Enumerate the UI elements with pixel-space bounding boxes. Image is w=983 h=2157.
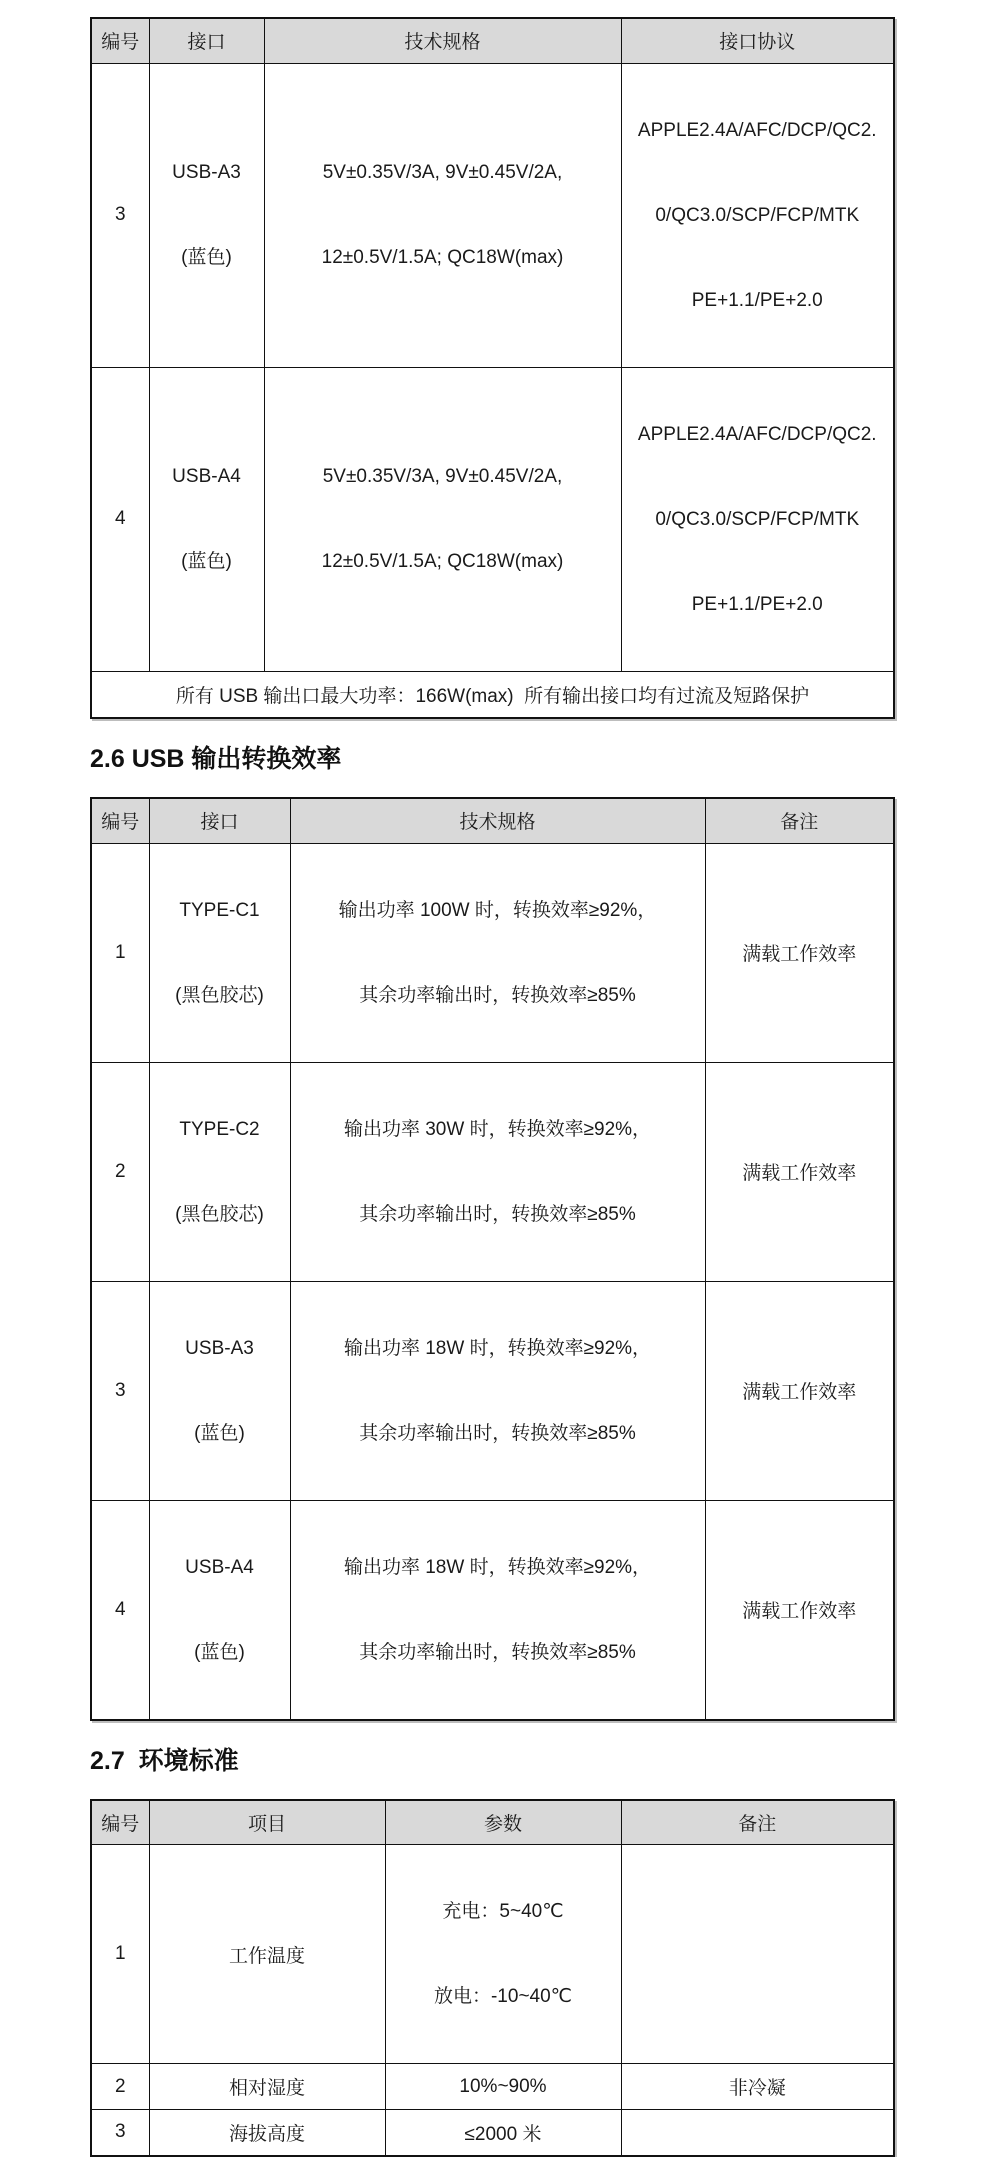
table-row [91,2110,894,2156]
usb-output-spec-table [90,17,895,719]
cell-number: 4 [91,367,149,671]
environment-table [90,1799,895,2157]
cell-spec [290,1281,705,1500]
column-header-number: 编号 [91,1800,149,1845]
column-header-port: 接口 [149,798,290,843]
cell-number: 3 [91,2110,149,2156]
text-line: 5V±0.35V/3A, 9V±0.45V/2A, [322,466,563,487]
text-line: (黑色胶芯) [175,1203,264,1225]
text-line: 输出功率 30W 时，转换效率≥92%， [343,1118,652,1140]
cell-note: 满载工作效率 [705,1281,894,1500]
cell-number: 3 [91,1281,149,1500]
text-line: 5V±0.35V/3A, 9V±0.45V/2A, [322,162,563,183]
table-row [91,63,894,367]
cell-param: ≤2000 米 [385,2110,621,2156]
text-line: PE+1.1/PE+2.0 [691,593,823,615]
table-row [91,1500,894,1720]
cell-port [149,63,264,367]
cell-note [621,1845,894,2064]
cell-note: 满载工作效率 [705,1500,894,1720]
text-line: (蓝色) [194,1422,245,1444]
cell-param: 10%~90% [385,2064,621,2110]
text-line: (黑色胶芯) [175,984,264,1006]
cell-number: 4 [91,1500,149,1720]
cell-spec [264,63,621,367]
table-header-row [91,18,894,63]
column-header-item: 项目 [149,1800,385,1845]
column-header-spec: 技术规格 [264,18,621,63]
text-line: APPLE2.4A/AFC/DCP/QC2. [637,423,877,445]
text-line: (蓝色) [181,551,232,572]
cell-port [149,1062,290,1281]
text-line: 其余功率输出时，转换效率≥85% [359,984,636,1006]
column-header-note: 备注 [621,1800,894,1845]
text-line: 12±0.5V/1.5A; QC18W(max) [321,551,564,572]
text-line: APPLE2.4A/AFC/DCP/QC2. [637,119,877,141]
table-row [91,2064,894,2110]
table-header-row [91,1800,894,1845]
table-row [91,1845,894,2064]
column-header-number: 编号 [91,18,149,63]
cell-port [149,843,290,1062]
text-line: 其余功率输出时，转换效率≥85% [359,1641,636,1663]
text-line: PE+1.1/PE+2.0 [691,289,823,311]
table-footer-row [91,671,894,718]
text-line: 其余功率输出时，转换效率≥85% [359,1422,636,1444]
text-line: USB-A3 [172,162,241,183]
text-line: TYPE-C1 [179,899,260,921]
cell-number: 2 [91,2064,149,2110]
text-line: 输出功率 18W 时，转换效率≥92%， [343,1337,652,1359]
text-line: USB-A4 [185,1556,254,1578]
cell-spec [290,843,705,1062]
text-line: (蓝色) [181,247,232,268]
text-line: 其余功率输出时，转换效率≥85% [359,1203,636,1225]
cell-param [385,1845,621,2064]
text-line: 输出功率 18W 时，转换效率≥92%， [343,1556,652,1578]
column-header-param: 参数 [385,1800,621,1845]
cell-number: 2 [91,1062,149,1281]
cell-protocol [621,367,894,671]
table-footer-note: 所有 USB 输出口最大功率：166W(max) 所有输出接口均有过流及短路保护 [91,671,894,718]
column-header-protocol: 接口协议 [621,18,894,63]
cell-spec [290,1500,705,1720]
table-row [91,1281,894,1500]
cell-note: 非冷凝 [621,2064,894,2110]
text-line: 12±0.5V/1.5A; QC18W(max) [321,247,564,268]
cell-port [149,1500,290,1720]
cell-spec [290,1062,705,1281]
cell-port [149,367,264,671]
cell-protocol [621,63,894,367]
text-line: 0/QC3.0/SCP/FCP/MTK [655,204,860,226]
text-line: TYPE-C2 [179,1118,260,1140]
text-line: 0/QC3.0/SCP/FCP/MTK [655,508,860,530]
text-line: 放电：-10~40℃ [433,1986,573,2007]
column-header-number: 编号 [91,798,149,843]
cell-note: 满载工作效率 [705,1062,894,1281]
cell-note: 满载工作效率 [705,843,894,1062]
text-line: 输出功率 100W 时，转换效率≥92%， [338,899,657,921]
cell-port [149,1281,290,1500]
text-line: USB-A3 [185,1337,254,1359]
section-heading-environment: 2.7 环境标准 [90,1746,239,1775]
cell-number: 1 [91,1845,149,2064]
cell-item: 工作温度 [149,1845,385,2064]
cell-note [621,2110,894,2156]
cell-item: 海拔高度 [149,2110,385,2156]
table-row [91,1062,894,1281]
column-header-port: 接口 [149,18,264,63]
cell-spec [264,367,621,671]
cell-number: 1 [91,843,149,1062]
column-header-note: 备注 [705,798,894,843]
table-row [91,367,894,671]
text-line: (蓝色) [194,1641,245,1663]
table-row [91,843,894,1062]
text-line: USB-A4 [172,466,241,487]
cell-item: 相对湿度 [149,2064,385,2110]
table-header-row [91,798,894,843]
text-line: 充电：5~40℃ [442,1901,564,1922]
column-header-spec: 技术规格 [290,798,705,843]
usb-efficiency-table [90,797,895,1721]
section-heading-usb-efficiency: 2.6 USB 输出转换效率 [90,745,342,773]
cell-number: 3 [91,63,149,367]
